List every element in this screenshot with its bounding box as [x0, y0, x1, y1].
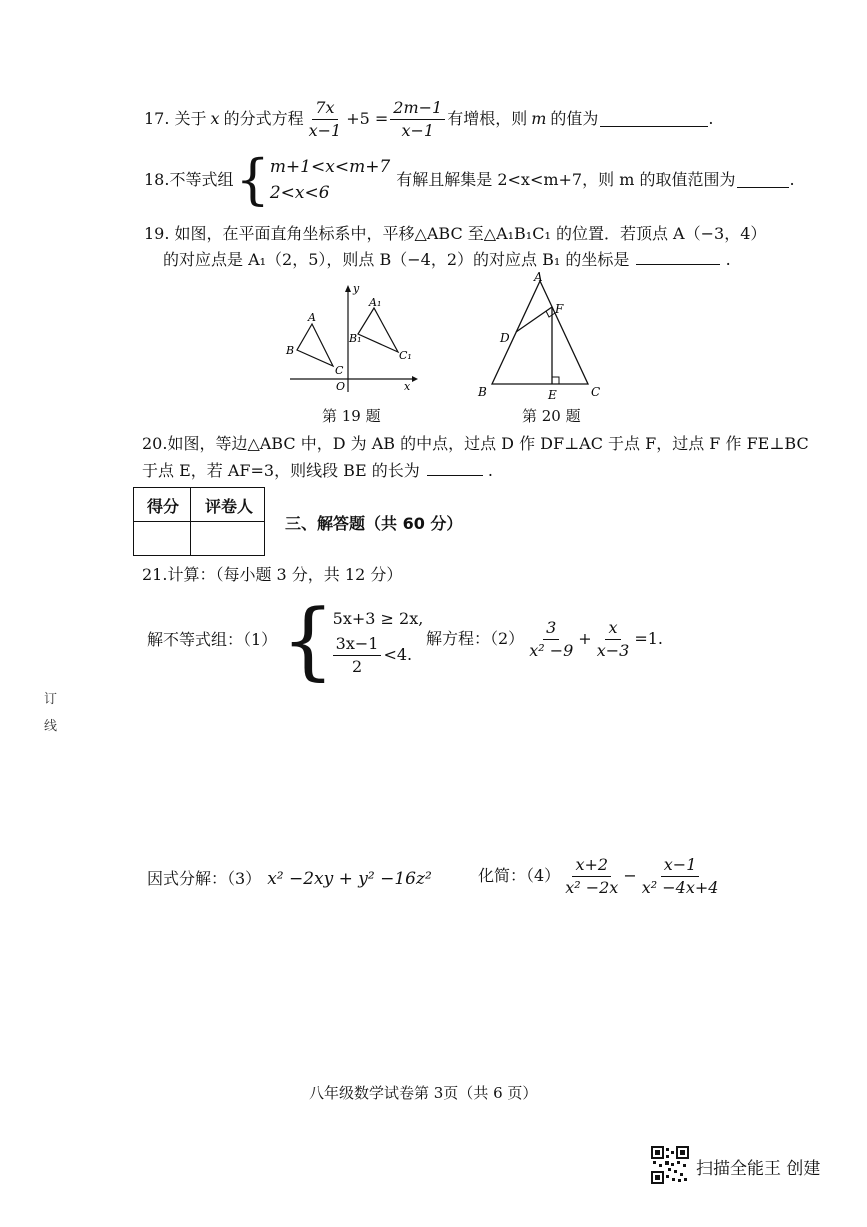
triangle-abc: [297, 324, 333, 366]
y-axis-arrow: [345, 285, 351, 292]
label-a-20: A: [534, 272, 543, 284]
q18-brace: {: [235, 148, 270, 211]
q19-text-1: 19. 如图，在平面直角坐标系中，平移△ABC 至△A₁B₁C₁ 的位置．若顶点 A（−3，4）: [144, 224, 767, 243]
q21-p2-fraction-2: [594, 618, 633, 661]
label-y: y: [353, 282, 360, 295]
q21-p1-system: [333, 604, 424, 677]
question-20-line2: [142, 460, 493, 482]
q21-p3-label: 因式分解：（3）: [147, 869, 262, 888]
right-angle-mark-f: [546, 311, 555, 317]
label-b: B: [286, 344, 295, 357]
label-origin: O: [336, 380, 346, 393]
q21-p4-f1-numerator: x+2: [572, 855, 611, 877]
q21-part-1: [147, 591, 424, 689]
q18-text: 有解且解集是 2<x<m+7，则 m 的取值范围为: [396, 170, 736, 189]
q17-f1-numerator: 7x: [312, 98, 337, 120]
q17-var-x: x: [210, 109, 220, 128]
q21-p4-minus: −: [623, 866, 637, 885]
label-f-20: F: [555, 302, 564, 316]
q21-p1-denominator: 2: [351, 656, 363, 676]
q17-f2-denominator: x−1: [401, 120, 435, 140]
q21-p1-fraction: [333, 634, 382, 677]
q17-suffix: 有增根，则: [447, 109, 528, 128]
q21-p1-line1: 5x+3 ≥ 2x,: [332, 608, 424, 628]
page-footer: 八年级数学试卷第 3页（共 6 页）: [309, 1084, 538, 1102]
grader-cell[interactable]: [191, 522, 264, 556]
label-a1: A₁: [369, 296, 382, 309]
qr-code-icon: [651, 1146, 689, 1184]
q17-f2-numerator: 2m−1: [390, 98, 445, 120]
q20-answer-blank[interactable]: [427, 461, 483, 476]
margin-char-1: 订: [44, 692, 58, 707]
label-c: C: [335, 364, 344, 377]
question-19-line2: [163, 249, 731, 271]
q21-p4-f2-numerator: x−1: [661, 855, 700, 877]
q20-text-2: 于点 E，若 AF=3，则线段 BE 的长为: [142, 461, 420, 480]
q21-p4-label: 化简：（4）: [478, 866, 561, 885]
q17-fraction-1: [306, 98, 345, 141]
q19-text-2: 的对应点是 A₁（2，5），则点 B（−4，2）的对应点 B₁ 的坐标是: [163, 250, 630, 269]
q18-prefix: 18.不等式组: [144, 170, 234, 189]
q17-end: .: [708, 109, 714, 128]
q21-p1-line2: [333, 634, 412, 677]
watermark-text: 扫描全能王 创建: [696, 1159, 821, 1179]
q20-end: .: [487, 461, 493, 480]
q21-p1-numerator: 3x−1: [333, 634, 382, 656]
q21-part-4: [478, 851, 723, 901]
q21-p4-fraction-2: [639, 855, 722, 898]
q17-mid: 的分式方程: [223, 109, 304, 128]
label-d-20: D: [500, 331, 510, 345]
q21-p2-tail: =1.: [634, 629, 663, 648]
q21-p2-f2-denominator: x−3: [596, 640, 630, 660]
label-c1: C₁: [399, 349, 412, 362]
figure-19-caption: 第 19 题: [322, 407, 381, 425]
q17-var-m: m: [531, 109, 547, 128]
q18-system: [270, 154, 390, 206]
triangle-a1b1c1: [358, 308, 398, 352]
figure-20-caption: 第 20 题: [522, 407, 581, 425]
grader-header: 评卷人: [205, 497, 254, 516]
q21-p2-f1-denominator: x² −9: [529, 640, 574, 660]
q21-title: 21.计算：（每小题 3 分，共 12 分）: [142, 565, 403, 584]
q21-p2-fraction-1: [526, 618, 576, 661]
question-20-line1: [142, 433, 809, 455]
q19-answer-blank[interactable]: [636, 250, 720, 265]
figure-20-equilateral-triangle: [470, 272, 610, 402]
question-17: [144, 96, 714, 142]
q20-text-1: 20.如图，等边△ABC 中，D 为 AB 的中点，过点 D 作 DF⊥AC 于点 F，过点 F 作 FE⊥BC: [142, 434, 809, 453]
label-a: A: [308, 311, 316, 324]
q21-p2-plus: +: [578, 629, 592, 648]
figure-19-coordinate-plane: [280, 280, 420, 398]
q17-answer-blank[interactable]: [600, 112, 708, 127]
q19-end: .: [725, 250, 731, 269]
section-3-title: 三、解答题（共 60 分）: [285, 514, 463, 533]
q21-p4-fraction-1: [562, 855, 621, 898]
label-b-20: B: [478, 385, 487, 399]
q17-fraction-2: [390, 98, 445, 141]
q17-prefix: 17. 关于: [144, 109, 207, 128]
q21-p4-f1-denominator: x² −2x: [565, 877, 619, 897]
label-x: x: [404, 380, 411, 393]
q21-part-2: [426, 614, 663, 664]
q21-p2-label: 解方程：（2）: [426, 629, 525, 648]
q18-line1: m+1<x<m+7: [269, 157, 391, 177]
question-18: [144, 150, 795, 210]
q17-plus: +5 =: [346, 109, 389, 128]
q18-answer-blank[interactable]: [737, 173, 789, 188]
q21-p2-f1-numerator: 3: [543, 618, 559, 640]
label-b1: B₁: [349, 332, 362, 345]
question-19-line1: [144, 223, 766, 245]
q21-p3-expression: x² −2xy + y² −16z²: [267, 869, 432, 889]
x-axis-arrow: [412, 376, 418, 382]
score-table: [133, 487, 265, 556]
q17-suffix2: 的值为: [550, 109, 599, 128]
q21-p1-brace: {: [281, 591, 335, 689]
q18-line2: 2<x<6: [269, 183, 330, 203]
q21-p2-f2-numerator: x: [605, 618, 620, 640]
q21-p1-tail: <4.: [383, 645, 413, 664]
margin-char-2: 线: [44, 719, 58, 734]
right-angle-mark-e: [552, 377, 559, 384]
q21-p1-label: 解不等式组：（1）: [147, 630, 278, 649]
score-cell[interactable]: [134, 522, 190, 556]
label-e-20: E: [548, 388, 557, 402]
q17-f1-denominator: x−1: [308, 120, 342, 140]
q21-part-3: [147, 864, 432, 894]
q21-p4-f2-denominator: x² −4x+4: [641, 877, 719, 897]
label-c-20: C: [591, 385, 601, 399]
score-header: 得分: [147, 497, 180, 516]
q18-end: .: [789, 170, 795, 189]
